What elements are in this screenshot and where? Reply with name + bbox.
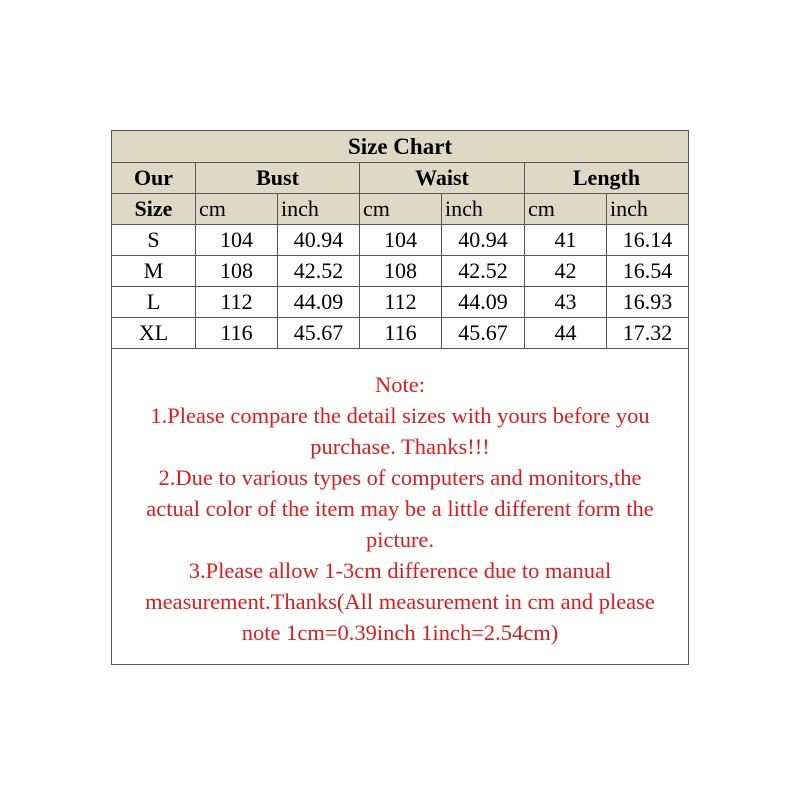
size-chart-table — [111, 130, 689, 665]
size-cell: L — [112, 287, 196, 318]
waist-cm-unit: cm — [360, 194, 442, 225]
length-header: Length — [525, 163, 689, 194]
note-line-6: 3.Please allow 1-3cm difference due to manual — [188, 558, 612, 583]
note-line-7: measurement.Thanks(All measurement in cm and please — [145, 589, 655, 614]
bust-cm-unit: cm — [196, 194, 278, 225]
unit-header-row — [112, 194, 689, 225]
waist-cm-cell: 112 — [360, 287, 442, 318]
our-size-header-line1: Our — [112, 163, 196, 194]
length-inch-cell: 16.93 — [607, 287, 689, 318]
waist-inch-cell: 44.09 — [442, 287, 525, 318]
bust-inch-cell: 42.52 — [278, 256, 360, 287]
note-line-2: purchase. Thanks!!! — [310, 434, 490, 459]
size-cell: XL — [112, 318, 196, 349]
bust-inch-unit: inch — [278, 194, 360, 225]
note-cell — [112, 349, 689, 665]
bust-inch-cell: 40.94 — [278, 225, 360, 256]
length-cm-cell: 43 — [525, 287, 607, 318]
size-cell: M — [112, 256, 196, 287]
length-cm-cell: 44 — [525, 318, 607, 349]
length-inch-cell: 17.32 — [607, 318, 689, 349]
waist-inch-unit: inch — [442, 194, 525, 225]
waist-inch-cell: 45.67 — [442, 318, 525, 349]
note-line-4: actual color of the item may be a little different form the — [146, 496, 654, 521]
note-line-1: 1.Please compare the detail sizes with yours before you — [150, 403, 650, 428]
length-cm-cell: 41 — [525, 225, 607, 256]
note-heading: Note: — [375, 372, 425, 397]
bust-cm-cell: 108 — [196, 256, 278, 287]
bust-inch-cell: 45.67 — [278, 318, 360, 349]
length-cm-cell: 42 — [525, 256, 607, 287]
waist-cm-cell: 104 — [360, 225, 442, 256]
waist-cm-cell: 116 — [360, 318, 442, 349]
waist-inch-cell: 40.94 — [442, 225, 525, 256]
table-row — [112, 225, 689, 256]
bust-cm-cell: 116 — [196, 318, 278, 349]
length-inch-cell: 16.14 — [607, 225, 689, 256]
length-inch-unit: inch — [607, 194, 689, 225]
note-row — [112, 349, 689, 665]
length-cm-unit: cm — [525, 194, 607, 225]
table-row — [112, 318, 689, 349]
note-line-3: 2.Due to various types of computers and monitors,the — [158, 465, 642, 490]
our-size-header-line2: Size — [112, 194, 196, 225]
table-row — [112, 287, 689, 318]
group-header-row — [112, 163, 689, 194]
note-line-5: picture. — [365, 527, 435, 552]
table-row — [112, 256, 689, 287]
waist-header: Waist — [360, 163, 525, 194]
title-row — [112, 131, 689, 163]
note-line-8: note 1cm=0.39inch 1inch=2.54cm) — [241, 620, 559, 645]
bust-inch-cell: 44.09 — [278, 287, 360, 318]
length-inch-cell: 16.54 — [607, 256, 689, 287]
size-cell: S — [112, 225, 196, 256]
bust-header: Bust — [196, 163, 360, 194]
bust-cm-cell: 112 — [196, 287, 278, 318]
chart-title: Size Chart — [112, 131, 689, 163]
bust-cm-cell: 104 — [196, 225, 278, 256]
waist-inch-cell: 42.52 — [442, 256, 525, 287]
waist-cm-cell: 108 — [360, 256, 442, 287]
